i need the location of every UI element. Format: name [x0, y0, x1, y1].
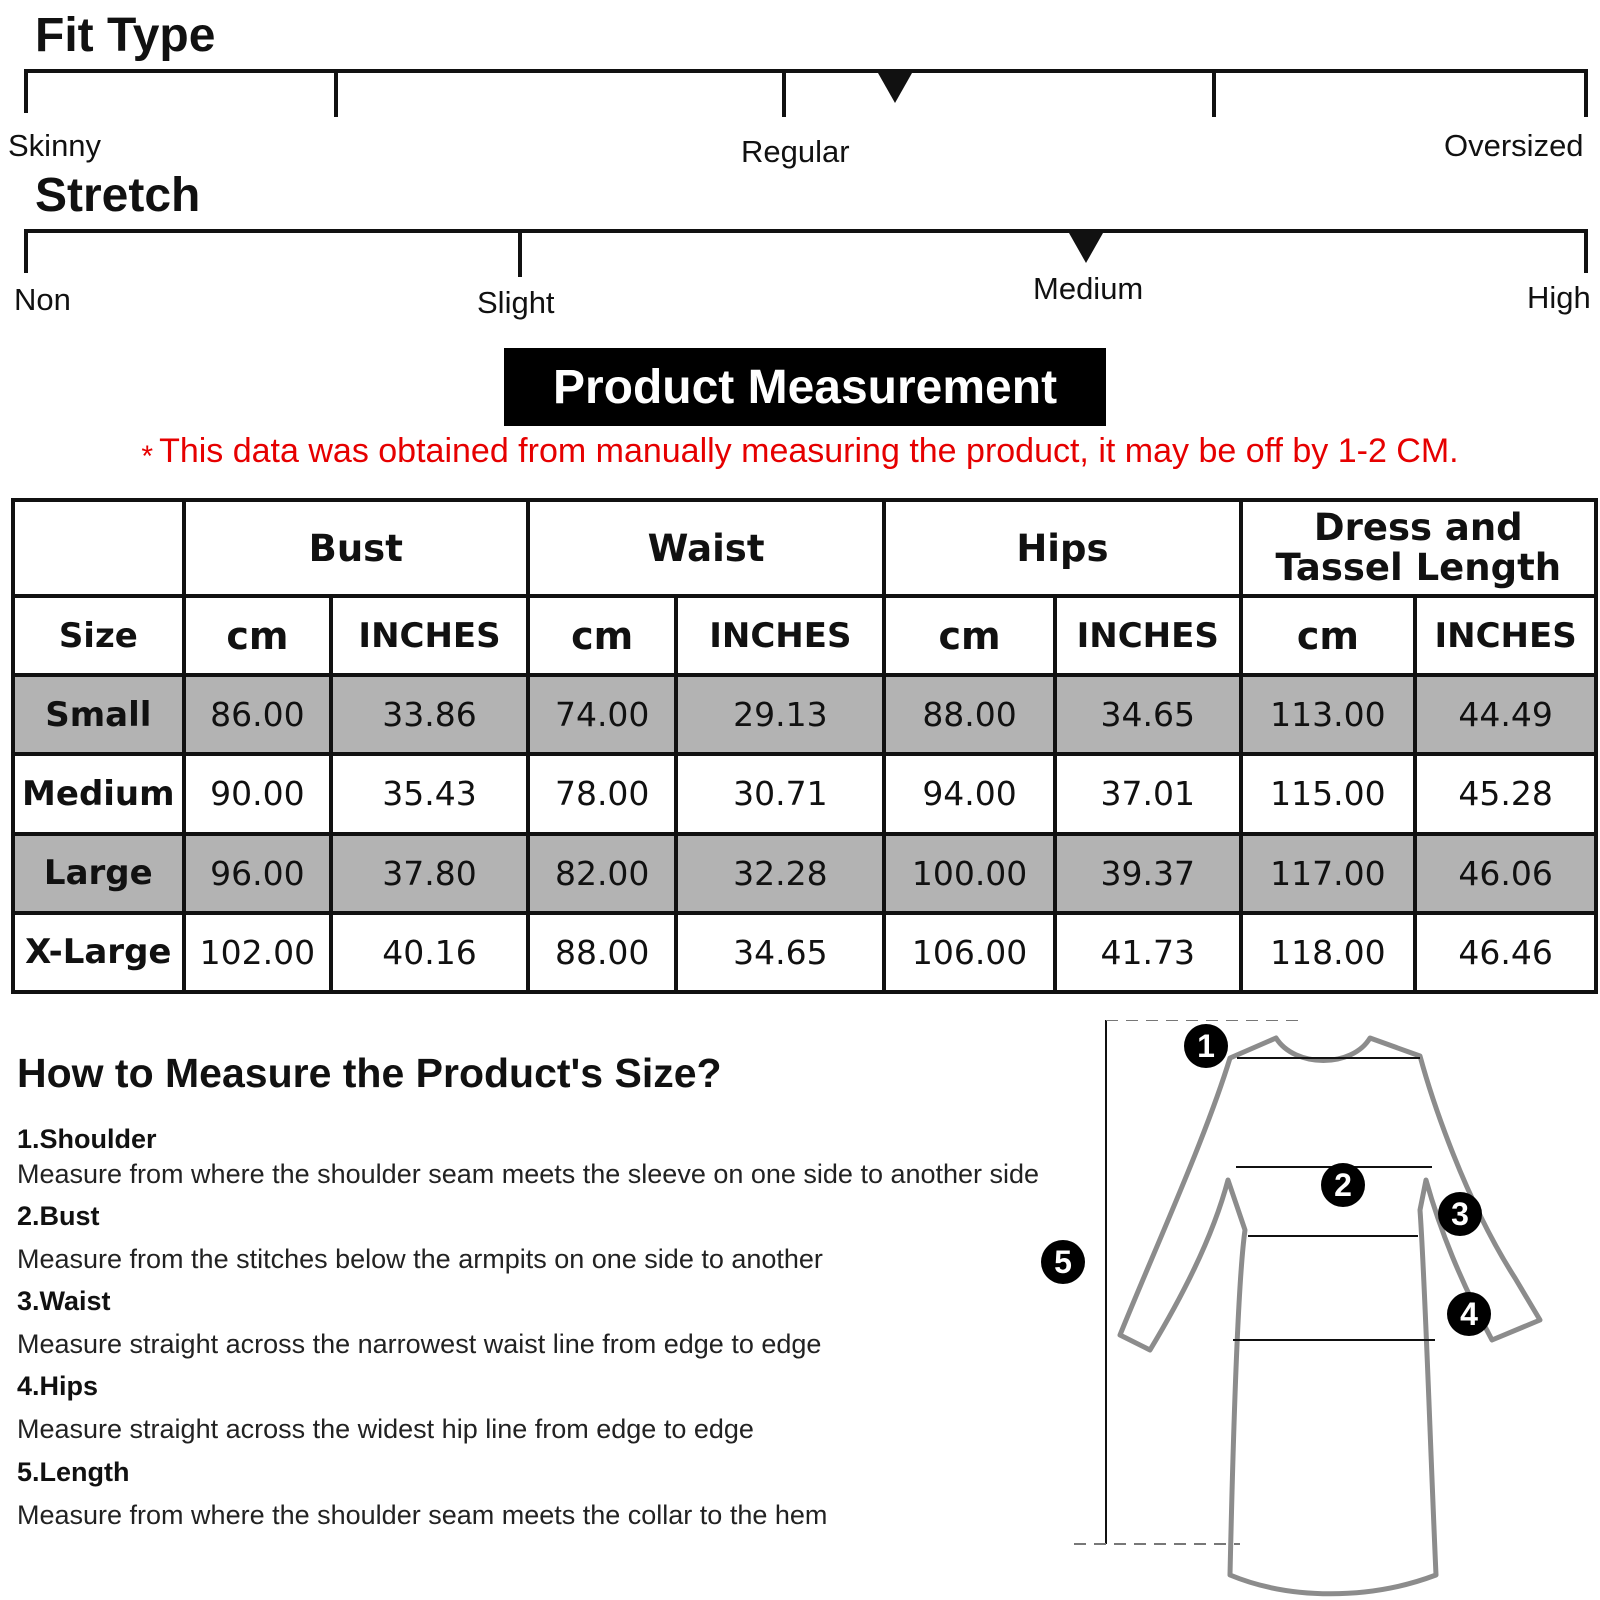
unit-header-inches: INCHES: [676, 596, 884, 675]
value-cell: 30.71: [676, 754, 884, 833]
marker-2: [1321, 1163, 1365, 1207]
value-cell: 78.00: [528, 754, 677, 833]
fit-regular-label: Regular: [741, 134, 850, 169]
value-cell: 88.00: [884, 675, 1055, 754]
value-cell: 35.43: [331, 754, 528, 833]
stretch-tick: [24, 229, 28, 273]
length-header-line2: Tassel Length: [1275, 546, 1562, 589]
value-cell: 37.80: [331, 834, 528, 913]
table-corner-cell: [13, 500, 184, 596]
value-cell: 118.00: [1241, 913, 1416, 992]
unit-header-inches: INCHES: [1415, 596, 1596, 675]
marker-4-label: 4: [1460, 1296, 1478, 1332]
marker-3-label: 3: [1451, 1196, 1469, 1232]
waist-header: Waist: [528, 500, 884, 596]
value-cell: 33.86: [331, 675, 528, 754]
step-description: Measure straight across the widest hip line from edge to edge: [17, 1414, 754, 1444]
value-cell: 82.00: [528, 834, 677, 913]
table-row: [13, 913, 1596, 992]
value-cell: 102.00: [184, 913, 332, 992]
value-cell: 39.37: [1055, 834, 1241, 913]
value-cell: 34.65: [676, 913, 884, 992]
note-star: *: [141, 440, 154, 473]
stretch-high-label: High: [1527, 280, 1591, 315]
marker-5-label: 5: [1054, 1244, 1072, 1280]
value-cell: 96.00: [184, 834, 332, 913]
value-cell: 74.00: [528, 675, 677, 754]
howto-title: How to Measure the Product's Size?: [17, 1050, 722, 1096]
step-description: Measure from where the shoulder seam meets the sleeve on one side to another side: [17, 1159, 1040, 1189]
value-cell: 100.00: [884, 834, 1055, 913]
size-column-header: Size: [13, 596, 184, 675]
stretch-tick: [518, 229, 522, 277]
bust-header: Bust: [184, 500, 528, 596]
value-cell: 46.46: [1415, 913, 1596, 992]
unit-header-inches: INCHES: [1055, 596, 1241, 675]
marker-2-label: 2: [1334, 1167, 1352, 1203]
marker-4: [1447, 1292, 1491, 1336]
value-cell: 86.00: [184, 675, 332, 754]
dress-diagram: [1040, 1020, 1600, 1600]
value-cell: 40.16: [331, 913, 528, 992]
stretch-tick: [1584, 229, 1588, 273]
stretch-slight-label: Slight: [477, 285, 555, 320]
value-cell: 44.49: [1415, 675, 1596, 754]
value-cell: 115.00: [1241, 754, 1416, 833]
value-cell: 46.06: [1415, 834, 1596, 913]
value-cell: 32.28: [676, 834, 884, 913]
fit-skinny-label: Skinny: [8, 128, 102, 163]
product-measurement-banner: Product Measurement: [504, 348, 1106, 426]
value-cell: 90.00: [184, 754, 332, 833]
step-description: Measure from the stitches below the armpits on one side to another: [17, 1244, 823, 1274]
table-row: [13, 754, 1596, 833]
fit-type-scale-line: [24, 69, 1588, 73]
unit-header-cm: cm: [884, 596, 1055, 675]
fit-type-marker: [878, 73, 912, 103]
fit-type-tick: [782, 69, 786, 117]
marker-1: [1184, 1024, 1228, 1068]
value-cell: 113.00: [1241, 675, 1416, 754]
unit-header-cm: cm: [1241, 596, 1416, 675]
stretch-non-label: Non: [14, 282, 71, 317]
value-cell: 117.00: [1241, 834, 1416, 913]
fit-oversized-label: Oversized: [1444, 128, 1584, 163]
fit-type-tick: [1212, 69, 1216, 117]
value-cell: 41.73: [1055, 913, 1241, 992]
fit-type-tick: [24, 69, 28, 113]
value-cell: 29.13: [676, 675, 884, 754]
value-cell: 94.00: [884, 754, 1055, 833]
value-cell: 37.01: [1055, 754, 1241, 833]
stretch-marker: [1069, 233, 1103, 263]
step-heading: 5.Length: [17, 1457, 130, 1487]
size-table: [11, 498, 1598, 994]
unit-header-cm: cm: [184, 596, 332, 675]
size-cell: Small: [13, 675, 184, 754]
hips-header: Hips: [884, 500, 1240, 596]
step-heading: 1.Shoulder: [17, 1124, 157, 1154]
table-row: [13, 834, 1596, 913]
stretch-title: Stretch: [35, 169, 201, 222]
step-description: Measure straight across the narrowest waist line from edge to edge: [17, 1329, 822, 1359]
stretch-medium-label: Medium: [1033, 271, 1144, 306]
stretch-scale-line: [24, 229, 1588, 233]
length-header: [1241, 500, 1596, 596]
marker-1-label: 1: [1197, 1028, 1215, 1064]
table-group-header-row: [13, 500, 1596, 596]
fit-type-tick: [334, 69, 338, 117]
step-heading: 3.Waist: [17, 1286, 111, 1316]
marker-3: [1438, 1192, 1482, 1236]
fit-type-title: Fit Type: [35, 9, 216, 62]
value-cell: 45.28: [1415, 754, 1596, 833]
value-cell: 88.00: [528, 913, 677, 992]
unit-header-cm: cm: [528, 596, 677, 675]
step-description: Measure from where the shoulder seam meets the collar to the hem: [17, 1500, 828, 1530]
fit-type-tick: [1584, 69, 1588, 117]
size-cell: Large: [13, 834, 184, 913]
measure-lines: [1074, 1020, 1435, 1544]
step-heading: 2.Bust: [17, 1201, 100, 1231]
note-text: This data was obtained from manually measuring the product, it may be off by 1-2 CM.: [159, 432, 1459, 470]
step-heading: 4.Hips: [17, 1371, 99, 1401]
size-cell: X-Large: [13, 913, 184, 992]
table-sub-header-row: [13, 596, 1596, 675]
length-header-line1: Dress and: [1313, 506, 1523, 549]
value-cell: 34.65: [1055, 675, 1241, 754]
marker-5: [1041, 1240, 1085, 1284]
size-cell: Medium: [13, 754, 184, 833]
table-row: [13, 675, 1596, 754]
value-cell: 106.00: [884, 913, 1055, 992]
measurement-note: [0, 432, 1600, 471]
unit-header-inches: INCHES: [331, 596, 528, 675]
